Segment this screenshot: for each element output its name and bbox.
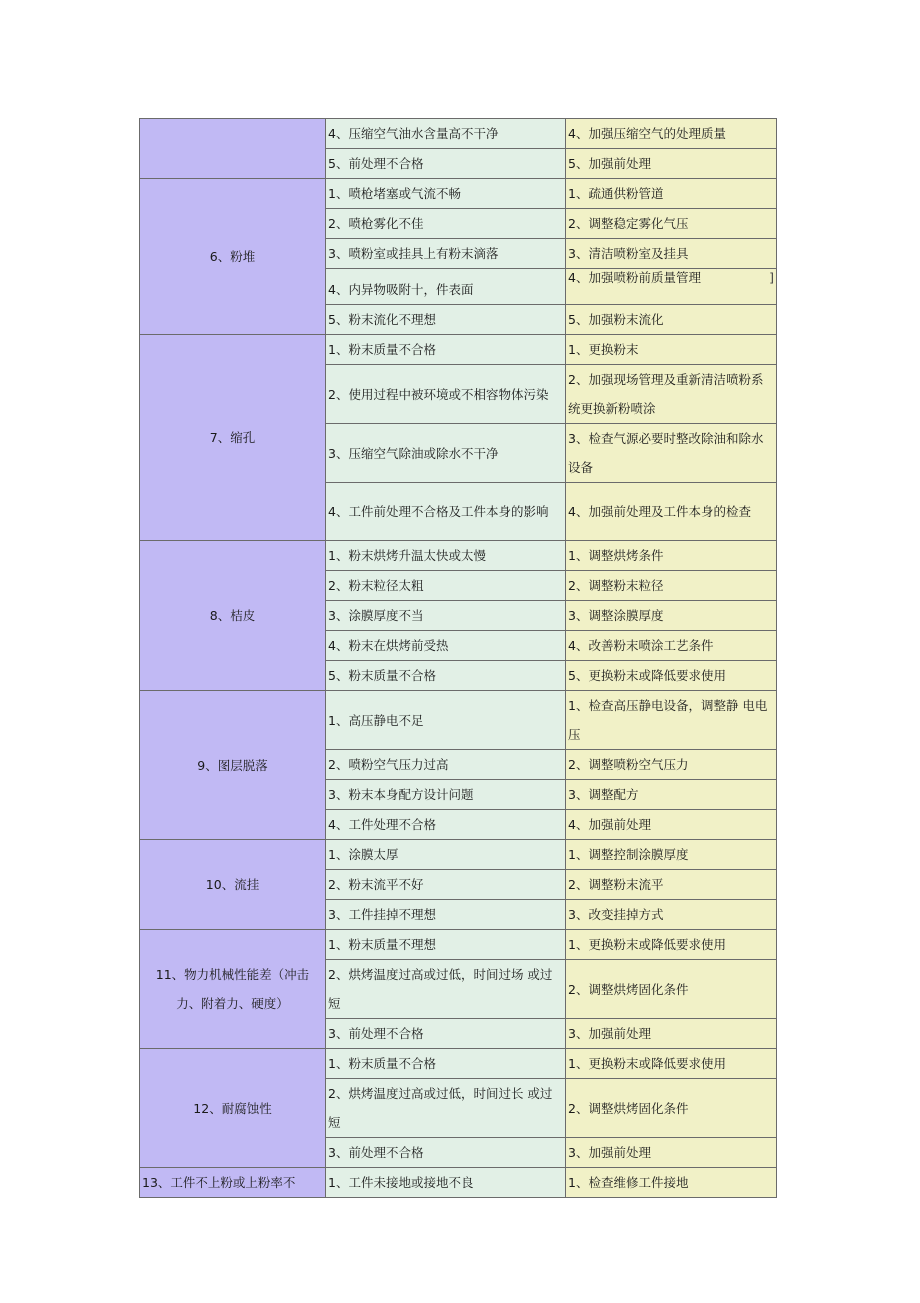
fix-cell: 1、检查维修工件接地 [566,1168,777,1198]
cause-cell: 1、喷枪堵塞或气流不畅 [326,179,566,209]
fix-cell: 1、疏通供粉管道 [566,179,777,209]
table-row [140,930,777,960]
category-cell: 10、流挂 [140,840,326,930]
fix-cell: 4、加强前处理 [566,810,777,840]
table-row [140,335,777,365]
fix-cell: 1、更换粉末或降低要求使用 [566,1049,777,1079]
fix-cell: 1、调整控制涂膜厚度 [566,840,777,870]
category-cell [140,119,326,179]
category-cell: 12、耐腐蚀性 [140,1049,326,1168]
cause-cell: 2、粉末流平不好 [326,870,566,900]
fix-cell: 2、调整烘烤固化条件 [566,1079,777,1138]
cause-cell: 3、前处理不合格 [326,1019,566,1049]
fix-cell: 2、调整喷粉空气压力 [566,750,777,780]
cause-cell: 1、粉末质量不合格 [326,335,566,365]
cause-cell: 5、前处理不合格 [326,149,566,179]
fix-cell: 3、加强前处理 [566,1019,777,1049]
table-row [140,541,777,571]
table-row [140,179,777,209]
cause-cell: 2、喷粉空气压力过高 [326,750,566,780]
category-cell: 6、粉堆 [140,179,326,335]
fix-cell: 2、调整稳定雾化气压 [566,209,777,239]
fix-text: 4、加强喷粉前质量管理 [568,270,701,285]
cause-cell: 2、烘烤温度过高或过低，时间过长 或过短 [326,1079,566,1138]
cause-cell: 3、前处理不合格 [326,1138,566,1168]
fix-cell: 5、加强前处理 [566,149,777,179]
fix-cell: 1、调整烘烤条件 [566,541,777,571]
powder-coating-defects-table [139,118,777,1198]
table-row [140,1168,777,1198]
category-cell: 7、缩孔 [140,335,326,541]
cause-cell: 2、粉末粒径太粗 [326,571,566,601]
cause-cell: 4、压缩空气油水含量高不干净 [326,119,566,149]
fix-cell: 3、调整涂膜厚度 [566,601,777,631]
cause-cell: 4、内异物吸附十，件表面 [326,269,566,305]
fix-cell: 3、检查气源必要时整改除油和除水设备 [566,424,777,483]
fix-cell: 5、更换粉末或降低要求使用 [566,661,777,691]
fix-cell: 4、加强压缩空气的处理质量 [566,119,777,149]
fix-cell: 3、改变挂掉方式 [566,900,777,930]
table-row [140,840,777,870]
bracket-mark: ] [769,270,774,285]
category-cell: 8、桔皮 [140,541,326,691]
cause-cell: 4、工件前处理不合格及工件本身的影响 [326,483,566,541]
fix-cell: 1、检查高压静电设备，调整静 电电压 [566,691,777,750]
cause-cell: 3、工件挂掉不理想 [326,900,566,930]
cause-cell: 1、粉末质量不理想 [326,930,566,960]
cause-cell: 3、喷粉室或挂具上有粉末滴落 [326,239,566,269]
fix-cell: 2、调整烘烤固化条件 [566,960,777,1019]
fix-cell: 2、调整粉末流平 [566,870,777,900]
cause-cell: 1、涂膜太厚 [326,840,566,870]
cause-cell: 5、粉末流化不理想 [326,305,566,335]
fix-cell: 2、调整粉末粒径 [566,571,777,601]
cause-cell: 4、粉末在烘烤前受热 [326,631,566,661]
cause-cell: 3、粉末本身配方设计问题 [326,780,566,810]
category-cell: 13、工件不上粉或上粉率不 [140,1168,326,1198]
fix-cell: 2、加强现场管理及重新清洁喷粉系统更换新粉喷涂 [566,365,777,424]
cause-cell: 1、高压静电不足 [326,691,566,750]
fix-cell: 1、更换粉末或降低要求使用 [566,930,777,960]
table-row [140,1049,777,1079]
table-row [140,119,777,149]
fix-cell: 4、加强前处理及工件本身的检查 [566,483,777,541]
cause-cell: 2、烘烤温度过高或过低，时间过场 或过短 [326,960,566,1019]
cause-cell: 1、粉末质量不合格 [326,1049,566,1079]
cause-cell: 1、粉末烘烤升温太快或太慢 [326,541,566,571]
cause-cell: 5、粉末质量不合格 [326,661,566,691]
fix-cell: 5、加强粉末流化 [566,305,777,335]
category-cell: 11、物力机械性能差（冲击 力、附着力、硬度） [140,930,326,1049]
fix-cell [566,269,777,305]
fix-cell: 3、加强前处理 [566,1138,777,1168]
fix-cell: 4、改善粉末喷涂工艺条件 [566,631,777,661]
cause-cell: 1、工件未接地或接地不良 [326,1168,566,1198]
fix-cell: 3、调整配方 [566,780,777,810]
cause-cell: 2、使用过程中被环境或不相容物体污染 [326,365,566,424]
table-row [140,691,777,750]
cause-cell: 3、压缩空气除油或除水不干净 [326,424,566,483]
category-cell: 9、图层脱落 [140,691,326,840]
fix-cell: 3、清洁喷粉室及挂具 [566,239,777,269]
cause-cell: 2、喷枪雾化不佳 [326,209,566,239]
fix-cell: 1、更换粉末 [566,335,777,365]
cause-cell: 4、工件处理不合格 [326,810,566,840]
cause-cell: 3、涂膜厚度不当 [326,601,566,631]
